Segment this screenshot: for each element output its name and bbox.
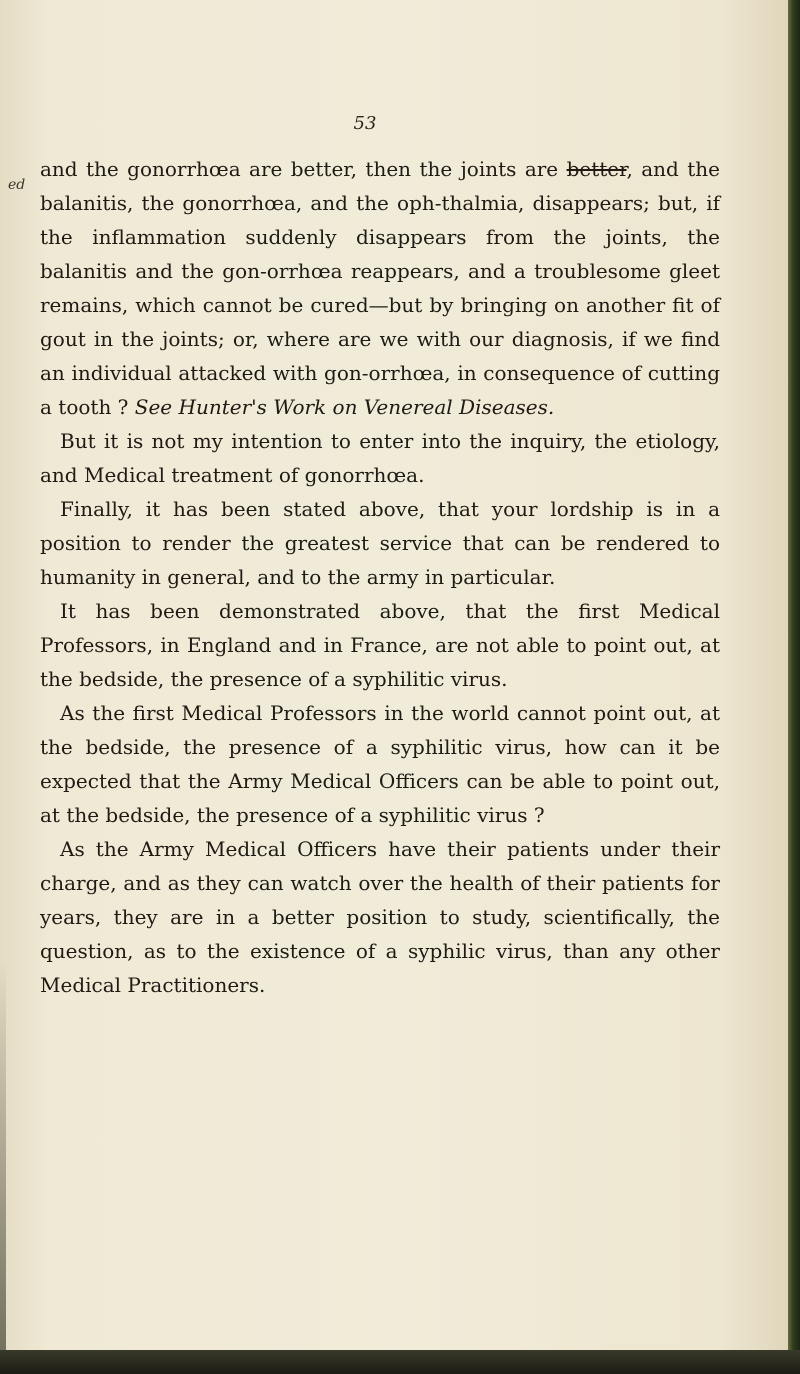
- page-left-shadow: [0, 960, 6, 1350]
- paragraph-6: As the Army Medical Officers have their patients under their charge, and as they can watch over the health of their patients for years, they are in a better position to study, scientifically, the question, as to the existence of a syphilic virus, than any other Medical Practitioners.: [40, 837, 720, 997]
- paragraph-1-part-1: and the gonorrhœa are better, then the joints are: [40, 157, 567, 181]
- page-number: 53: [353, 113, 377, 134]
- book-spine: [788, 0, 800, 1374]
- paragraph-1: [40, 152, 720, 424]
- paragraph-3: Finally, it has been stated above, that your lordship is in a position to render the greatest service that can be rendered to humanity in general, and to the army in particular.: [40, 497, 720, 589]
- struck-word: better: [566, 157, 627, 181]
- body-text: [40, 152, 720, 1002]
- paragraph-4: It has been demonstrated above, that the first Medical Professors, in England and in France, are not able to point out, at the bedside, the presence of a syphilitic virus.: [40, 599, 720, 691]
- page-bottom-edge: [0, 1350, 800, 1374]
- paragraph-1-part-2: , and the balanitis, the gonorrhœa, and the oph-thalmia, disappears; but, if the inflammation suddenly disappears from the joints, the balanitis and the gon-orrhœa reappears, and a troublesome gleet remains, which cannot be cured—but by bringing on another fit of gout in the joints; or, where are we with our diagnosis, if we find an individual attacked with gon-orrhœa, in consequence of cutting a tooth ?: [40, 157, 721, 419]
- reference-citation: See Hunter's Work on Venereal Diseases.: [134, 395, 555, 419]
- paragraph-2: But it is not my intention to enter into the inquiry, the etiology, and Medical treatment of gonorrhœa.: [40, 429, 720, 487]
- paragraph-5: As the first Medical Professors in the world cannot point out, at the bedside, the presence of a syphilitic virus, how can it be expected that the Army Medical Officers can be able to point out, at the bedside, the presence of a syphilitic virus ?: [40, 701, 720, 827]
- margin-annotation: ed: [8, 177, 26, 193]
